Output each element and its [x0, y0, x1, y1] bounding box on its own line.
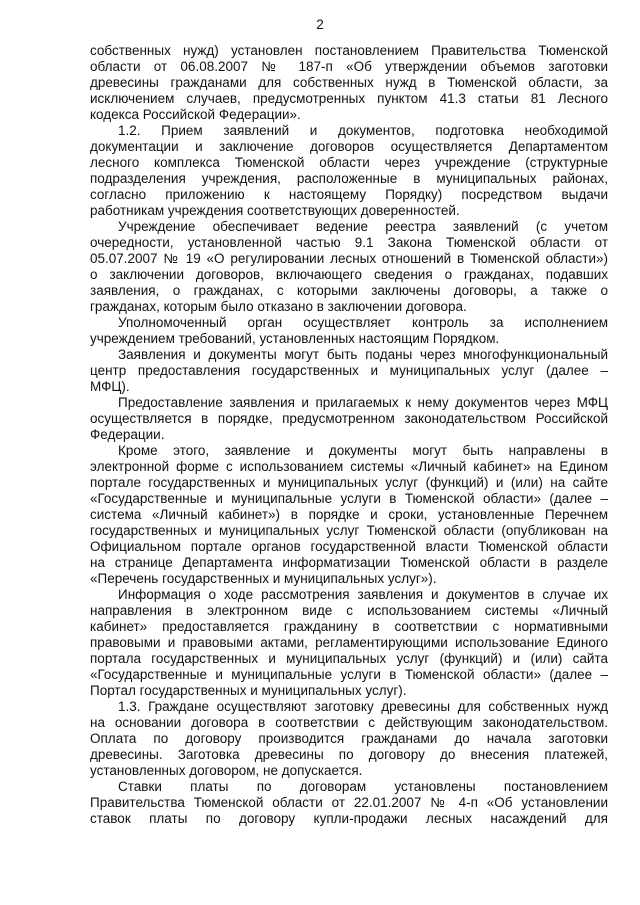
text-line: 05.07.2007 № 19 «О регулировании лесных отношений в Тюменской области») — [90, 251, 608, 266]
text-line: электронной форме с использованием системы «Личный кабинет» на Едином — [90, 459, 608, 474]
text-line: древесины гражданами для собственных нужд в Тюменской области, за — [90, 75, 608, 90]
text-line: портала государственных и муниципальных услуг (функций) и (или) сайта — [90, 651, 608, 666]
text-line: «Перечень государственных и муниципальных услуг»). — [90, 571, 437, 586]
text-line: Портал государственных и муниципальных услуг). — [90, 683, 407, 698]
paragraph — [90, 443, 608, 587]
text-line: кодекса Российской Федерации». — [90, 107, 301, 122]
text-line: лесного комплекса Тюменской области через учреждение (структурные — [90, 155, 608, 170]
text-line: «Государственные и муниципальные услуги в Тюменской области» (далее – — [90, 667, 608, 682]
text-line: государственных и муниципальных услуг Тюменской области (опубликован на — [90, 523, 608, 538]
paragraph — [90, 395, 608, 443]
text-line: 1.2. Прием заявлений и документов, подготовка необходимой — [118, 123, 608, 138]
text-line: Кроме этого, заявление и документы могут быть направлены в — [118, 443, 608, 458]
text-line: правовыми и правовыми актами, регламентирующими использование Единого — [90, 635, 608, 650]
paragraph — [90, 219, 608, 315]
text-line: согласно приложению к настоящему Порядку) посредством выдачи — [90, 187, 608, 202]
text-line: Оплата по договору производится гражданами до начала заготовки — [90, 731, 608, 746]
text-line: на странице Департамента информатизации Тюменской области в разделе — [90, 555, 608, 570]
text-line: 1.3. Граждане осуществляют заготовку древесины для собственных нужд — [118, 699, 608, 714]
document-body — [90, 43, 608, 827]
text-line: учреждением требований, установленных настоящим Порядком. — [90, 331, 500, 346]
text-line: Учреждение обеспечивает ведение реестра заявлений (с учетом — [118, 219, 608, 234]
text-line: исключением случаев, предусмотренных пунктом 41.3 статьи 81 Лесного — [90, 91, 608, 106]
text-line: Предоставление заявления и прилагаемых к нему документов через МФЦ — [118, 395, 608, 410]
text-line: заявления, о гражданах, с которыми заключены договоры, а также о — [90, 283, 608, 298]
text-line: центр предоставления государственных и муниципальных услуг (далее – — [90, 363, 608, 378]
paragraph — [90, 779, 608, 827]
text-line: портале государственных и муниципальных услуг (функций) и (или) на сайте — [90, 475, 608, 490]
paragraph — [90, 315, 608, 347]
text-line: «Государственные и муниципальные услуги в Тюменской области» (далее – — [90, 491, 608, 506]
text-line: установленных договором, не допускается. — [90, 763, 363, 778]
paragraph — [90, 699, 608, 779]
text-line: кабинет» предоставляется гражданину в соответствии с нормативными — [90, 619, 608, 634]
text-line: Правительства Тюменской области от 22.01.2007 № 4-п «Об установлении — [90, 795, 608, 810]
text-line: Ставки платы по договорам установлены постановлением — [118, 779, 608, 794]
text-line: о заключении договоров, включающего сведения о гражданах, подавших — [90, 267, 608, 282]
paragraph — [90, 587, 608, 699]
text-line: работникам учреждения соответствующих доверенностей. — [90, 203, 460, 218]
paragraph — [90, 43, 608, 123]
paragraph — [90, 347, 608, 395]
text-line: подразделения учреждения, расположенные в муниципальных районах, — [90, 171, 608, 186]
text-line: на основании договора в соответствии с действующим законодательством. — [90, 715, 608, 730]
text-line: МФЦ). — [90, 379, 130, 394]
text-line: ставок платы по договору купли-продажи лесных насаждений для — [90, 811, 608, 826]
text-line: направления в электронном виде с использованием системы «Личный — [90, 603, 608, 618]
text-line: Заявления и документы могут быть поданы через многофункциональный — [118, 347, 608, 362]
text-line: Уполномоченный орган осуществляет контроль за исполнением — [118, 315, 608, 330]
page-number: 2 — [316, 17, 324, 32]
text-line: Информация о ходе рассмотрения заявления и документов в случае их — [118, 587, 608, 602]
text-line: собственных нужд) установлен постановлением Правительства Тюменской — [90, 43, 608, 58]
text-line: Официальном портале органов государственной власти Тюменской области — [90, 539, 608, 554]
text-line: система «Личный кабинет») в порядке и сроки, установленные Перечнем — [90, 507, 608, 522]
text-line: области от 06.08.2007 № 187-п «Об утверждении объемов заготовки — [90, 59, 608, 74]
text-line: гражданах, которым было отказано в заключении договора. — [90, 299, 467, 314]
paragraph — [90, 123, 608, 219]
text-line: документации и заключение договоров осуществляется Департаментом — [90, 139, 608, 154]
text-line: древесины. Заготовка древесины по договору до внесения платежей, — [90, 747, 608, 762]
text-line: Федерации. — [90, 427, 165, 442]
text-line: очередности, установленной частью 9.1 Закона Тюменской области от — [90, 235, 608, 250]
text-line: осуществляется в порядке, предусмотренном законодательством Российской — [90, 411, 608, 426]
